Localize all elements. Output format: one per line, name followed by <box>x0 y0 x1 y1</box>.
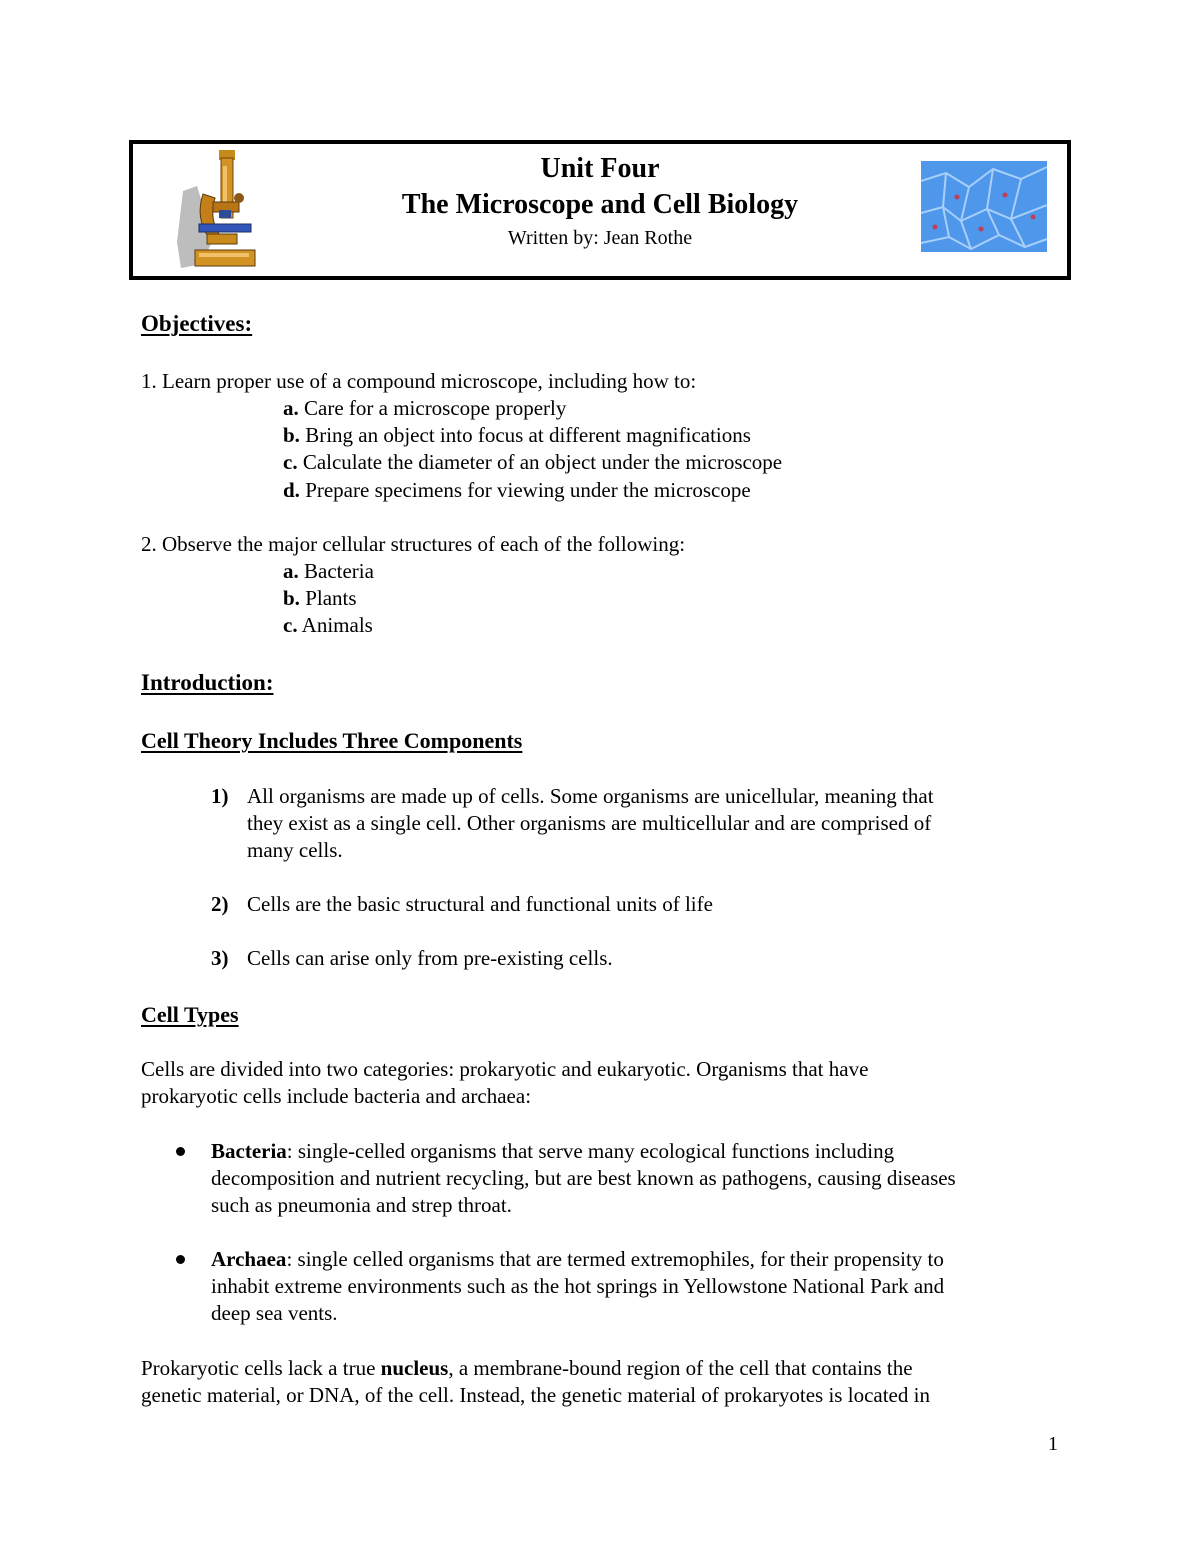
objective-2: 2. Observe the major cellular structures of each of the following: <box>141 532 686 556</box>
prokaryote-para-line-2: genetic material, or DNA, of the cell. Instead, the genetic material of prokaryotes is located in <box>141 1383 930 1407</box>
introduction-heading: Introduction: <box>141 670 274 695</box>
objective-1b: b. Bring an object into focus at different magnifications <box>283 423 751 447</box>
cell-theory-heading: Cell Theory Includes Three Components <box>141 728 523 753</box>
objective-1d: d. Prepare specimens for viewing under the microscope <box>283 478 751 502</box>
cell-theory-num-1: 1) <box>211 784 229 808</box>
cell-micrograph-icon <box>921 161 1047 252</box>
cell-theory-2-line-1: Cells are the basic structural and functional units of life <box>247 892 713 916</box>
prokaryote-para-line-1: Prokaryotic cells lack a true nucleus, a membrane-bound region of the cell that contains the <box>141 1356 913 1380</box>
unit-title: Unit Four <box>540 153 660 184</box>
objective-1a: a. Care for a microscope properly <box>283 396 567 420</box>
cell-theory-1-line-2: they exist as a single cell. Other organisms are multicellular and are comprised of <box>247 811 932 835</box>
bullet-archaea-line-2: inhabit extreme environments such as the hot springs in Yellowstone National Park and <box>211 1274 945 1298</box>
bullet-bacteria-line-1: Bacteria: single-celled organisms that serve many ecological functions including <box>211 1139 895 1163</box>
cell-types-para-line-1: Cells are divided into two categories: prokaryotic and eukaryotic. Organisms that have <box>141 1057 869 1081</box>
page-number: 1 <box>1048 1433 1058 1455</box>
objective-1c: c. Calculate the diameter of an object under the microscope <box>283 450 783 474</box>
cell-types-para-line-2: prokaryotic cells include bacteria and archaea: <box>141 1084 532 1108</box>
cell-theory-num-2: 2) <box>211 892 229 916</box>
document-title: The Microscope and Cell Biology <box>401 189 799 220</box>
author-line: Written by: Jean Rothe <box>507 227 693 249</box>
bullet-bacteria-line-2: decomposition and nutrient recycling, but are best known as pathogens, causing diseases <box>211 1166 956 1190</box>
objectives-heading: Objectives: <box>141 311 253 336</box>
bullet-dot <box>176 1255 185 1264</box>
bullet-bacteria-line-3: such as pneumonia and strep throat. <box>211 1193 512 1217</box>
cell-theory-num-3: 3) <box>211 946 229 970</box>
header-box <box>129 140 1071 280</box>
cell-types-heading: Cell Types <box>141 1002 239 1027</box>
objective-2b: b. Plants <box>283 586 357 610</box>
bullet-archaea-line-1: Archaea: single celled organisms that are termed extremophiles, for their propensity to <box>211 1247 944 1271</box>
bullet-dot <box>176 1147 185 1156</box>
objective-1: 1. Learn proper use of a compound microscope, including how to: <box>141 369 697 393</box>
cell-theory-3-line-1: Cells can arise only from pre-existing cells. <box>247 946 613 970</box>
bullet-archaea-line-3: deep sea vents. <box>211 1301 338 1325</box>
objective-2c: c. Animals <box>283 613 373 637</box>
cell-theory-1-line-3: many cells. <box>247 838 343 862</box>
cell-theory-1-line-1: All organisms are made up of cells. Some organisms are unicellular, meaning that <box>247 784 934 808</box>
objective-2a: a. Bacteria <box>283 559 374 583</box>
